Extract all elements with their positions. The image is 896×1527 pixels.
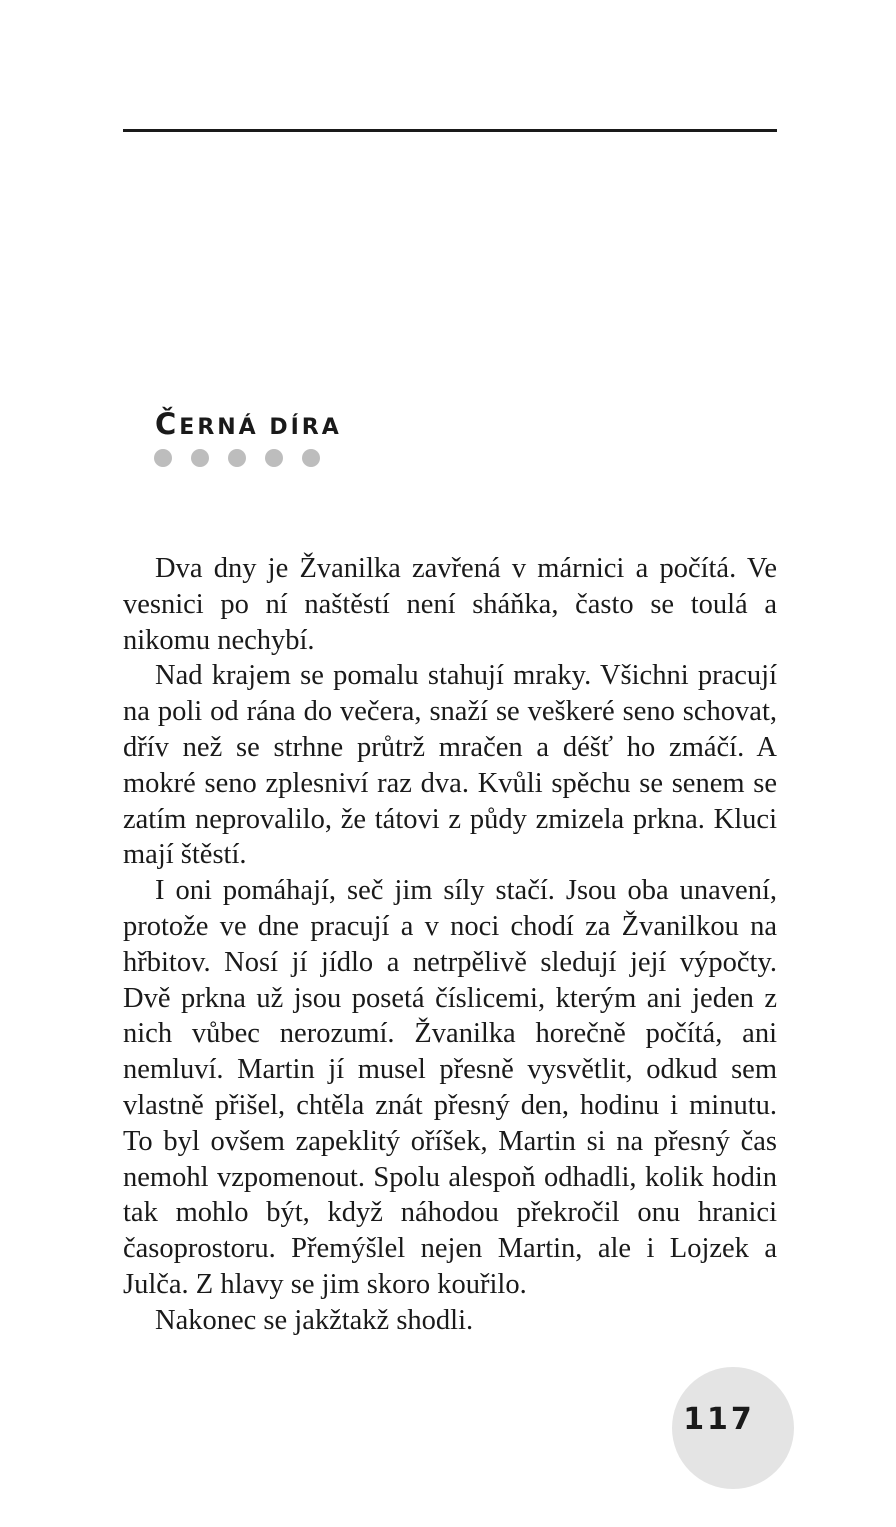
ornament-dot xyxy=(191,449,209,467)
chapter-title xyxy=(155,404,342,448)
paragraph: Dva dny je Žvanilka zavřená v márnici a počítá. Ve vesnici po ní naštěstí není sháňka, často se toulá a nikomu nechybí. xyxy=(123,553,777,656)
paragraph: Nad krajem se pomalu stahují mraky. Všichni pracují na poli od rána do večera, snaží se veškeré seno schovat, dřív než se strhne průtrž mračen a déšť ho zmáčí. A mokré seno zplesniví raz dva. Kvůli spěchu se senem se zatím neprovalilo, že tátovi z půdy zmizela prkna. Kluci mají štěstí. xyxy=(123,660,777,871)
ornament-dot xyxy=(265,449,283,467)
ornament-dots xyxy=(154,449,320,467)
header-rule xyxy=(123,129,777,132)
chapter-title-rest: ERNÁ DÍRA xyxy=(179,415,342,440)
body-text xyxy=(123,551,777,1339)
ornament-dot xyxy=(228,449,246,467)
paragraph: I oni pomáhají, seč jim síly stačí. Jsou oba unavení, protože ve dne pracují a v noci chodí za Žvanilkou na hřbitov. Nosí jí jídlo a netrpělivě sledují její výpočty. Dvě prkna už jsou posetá číslicemi, kterým ani jeden z nich vůbec nerozumí. Žvanilka horečně počítá, ani nemluví. Martin jí musel přesně vysvětlit, odkud sem vlastně přišel, chtěla znát přesný den, hodinu i minutu. To byl ovšem zapeklitý oříšek, Martin si na přesný čas nemohl vzpomenout. Spolu alespoň odhadli, kolik hodin tak mohlo být, když náhodou překročil onu hranici časoprostoru. Přemýšlel nejen Martin, ale i Lojzek a Julča. Z hlavy se jim skoro kouřilo. xyxy=(123,875,777,1300)
paragraph: Nakonec se jakžtakž shodli. xyxy=(155,1304,474,1336)
page-number: 117 xyxy=(683,1402,755,1437)
ornament-dot xyxy=(154,449,172,467)
chapter-title-initial: Č xyxy=(155,407,180,441)
ornament-dot xyxy=(302,449,320,467)
